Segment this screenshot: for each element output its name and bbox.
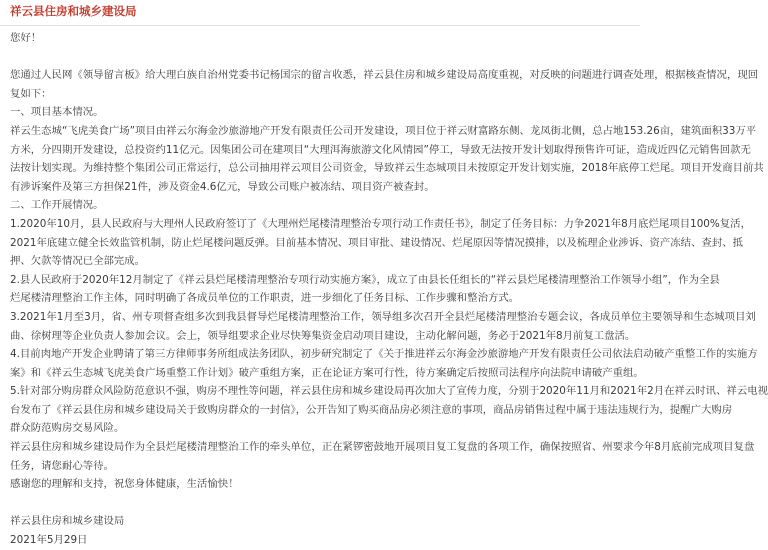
letter-paragraphs [10,66,768,494]
letter-line: 法按计划实现。为维持整个集团公司正常运行，总公司抽用祥云项目公司资金，导致祥云生态城项目未按原定开发计划实施，2018年底停工烂尾。项目开发商目前共 [10,162,764,175]
letter-line: 复如下： [10,87,52,100]
reply-page [0,2,768,547]
blank-line [10,494,630,513]
letter-line: 群众防范购房交易风险。 [10,422,125,435]
letter-line: 案》和《祥云生态城飞虎美食广场重整工作计划》破产重组方案，正在论证方案可行性，待方案确定后按照司法程序向法院申请破产重组。 [10,366,644,379]
letter-signature: 祥云县住房和城乡建设局 [10,515,125,528]
letter-line: 5.针对部分购房群众风险防范意识不强，购房不理性等问题，祥云县住房和城乡建设局再次加大了宣传力度，分别于2020年11月和2021年2月在祥云时讯、祥云电视 [10,385,768,398]
letter-line: 您通过人民网《领导留言板》给大理白族自治州党委书记杨国宗的留言收悉，祥云县住房和城乡建设局高度重视，对反映的问题进行调查处理，根据核查情况，现回 [10,69,759,82]
letter-line: 感谢您的理解和支持，祝您身体健康，生活愉快！ [10,478,239,491]
blank-line [10,48,630,67]
letter-line: 1.2020年10月，县人民政府与大理州人民政府签订了《大理州烂尾楼清理整治专项行动工作责任书》，制定了任务目标：力争2021年8月底烂尾项目100%复活， [10,217,751,230]
letter-line: 4.目前肉地产开发企业聘请了第三方律师事务所组成法务团队，初步研究制定了《关于推进祥云尔海金沙旅游地产开发有限责任公司依法启动破产重整工作的实施方 [10,348,758,361]
letter-line: 烂尾楼清理整治工作主体，同时明确了各成员单位的工作职责，进一步细化了任务目标、工作步骤和整治方式。 [10,292,520,305]
letter-line: 台发布了《祥云县住房和城乡建设局关于致购房群众的一封信》，公开告知了购买商品房必须注意的事项，商品房销售过程中属于违法违规行为，提醒广大购房 [10,403,733,416]
letter-line: 曲、徐树理等企业负责人参加会议。会上，领导组要求企业尽快筹集资金启动项目建设，主动化解问题，务必于2021年8月前复工盘活。 [10,329,636,342]
letter-line: 祥云生态城“飞虎美食广场”项目由祥云尔海金沙旅游地产开发有限责任公司开发建设，项目位于祥云财富路东侧、龙凤街北侧，总占地153.26亩，建筑面积33万平 [10,124,757,137]
letter-line: 2.县人民政府于2020年12月制定了《祥云县烂尾楼清理整治专项行动实施方案》，成立了由县长任组长的“祥云县烂尾楼清理整治工作领导小组”，作为全县 [10,273,720,286]
letter-greeting: 您好！ [10,32,42,44]
letter-line: 二、工作开展情况。 [10,199,104,212]
letter-date: 2021年5月29日 [10,534,88,547]
title-divider [0,25,640,26]
letter-line: 押、欠款等情况已全部完成。 [10,255,146,268]
letter-line: 3.2021年1月至3月，省、州专项督查组多次到我县督导烂尾楼清理整治工作，领导组多次召开全县烂尾楼清理整治专题会议，各成员单位主要领导和生态城项目刘 [10,310,756,323]
letter-line: 一、项目基本情况。 [10,106,104,119]
letter-line: 方米，分四期开发建设，总投资约11亿元。因集团公司在建项目“大理洱海旅游文化风情园”停工，导致无法按开发计划取得预售许可证，造成近四亿元销售回款无 [10,143,751,156]
letter-line: 祥云县住房和城乡建设局作为全县烂尾楼清理整治工作的牵头单位，正在紧锣密鼓地开展项目复工复盘的各项工作，确保按照省、州要求今年8月底前完成项目复盘 [10,441,755,454]
letter-line: 有涉诉案件及第三方担保21件，涉及资金4.6亿元，导致公司账户被冻结、项目资产被查封。 [10,180,435,193]
letter-body [10,29,768,550]
page-title: 祥云县住房和城乡建设局 [10,4,137,18]
letter-line: 2021年底建立健全长效监管机制，防止烂尾楼问题反弹。目前基本情况、项目审批、建设情况、烂尾原因等情况摸排，以及梳理企业涉诉、资产冻结、查封、抵 [10,236,743,249]
letter-line: 任务，请您耐心等待。 [10,459,114,472]
